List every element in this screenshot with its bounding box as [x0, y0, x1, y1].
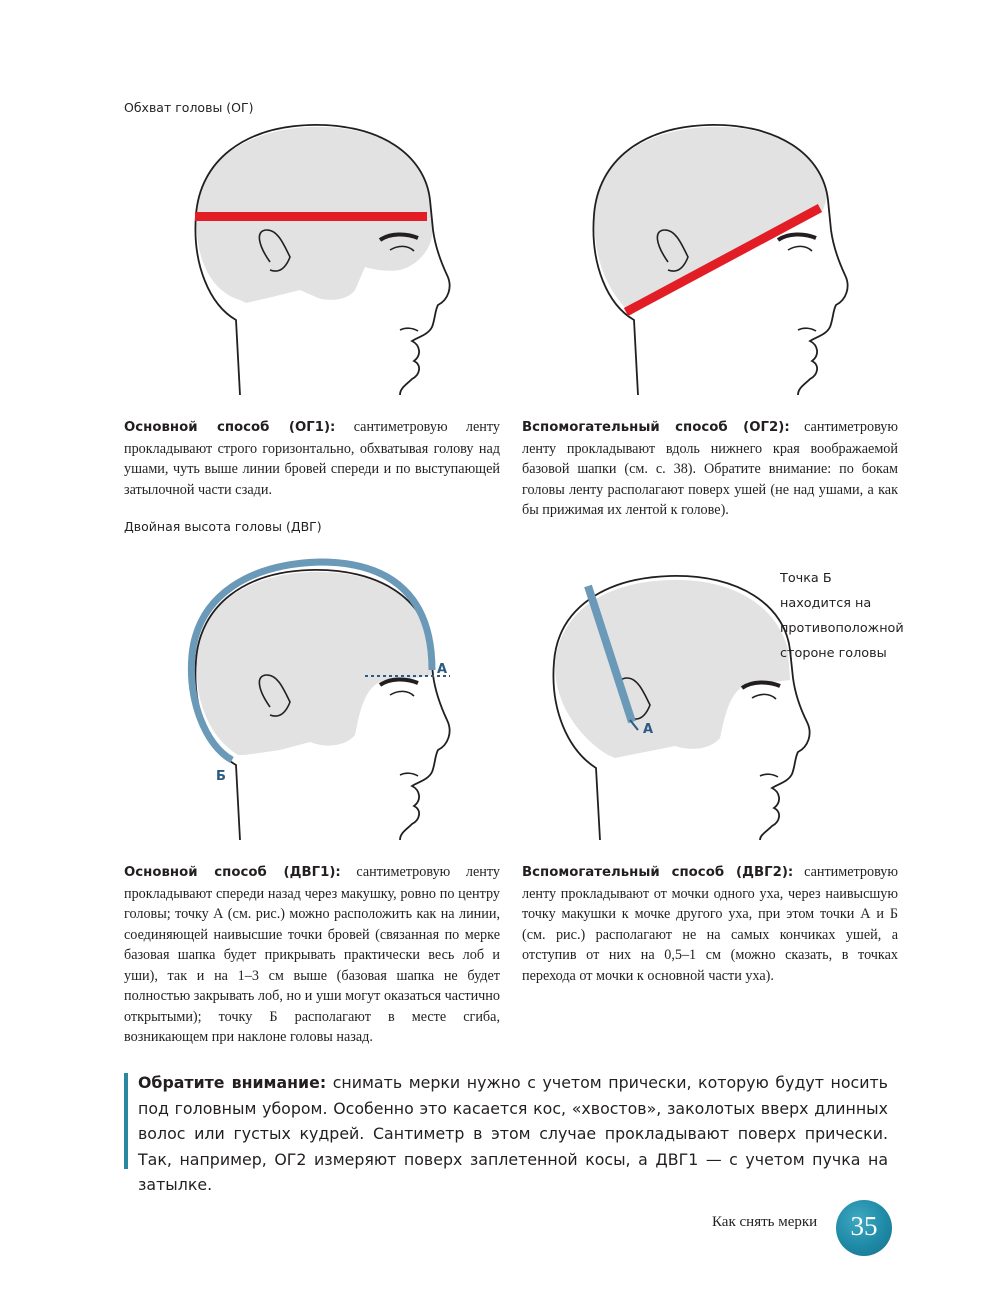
paragraph-dvg2-body: сантиметровую ленту прокладывают от мочки одного уха, через наивысшую точку макушки к мочке другого уха, при этом точки А и Б (см. рис.) располагают не на самых кончиках ушей, а отступив от них на 0,5–1 см (можно сказать, в точках перехода от мочки к основной части уха). — [522, 864, 898, 984]
figure-og2 — [548, 105, 878, 405]
callout-line: находится на — [780, 596, 872, 611]
paragraph-og1-lead: Основной способ (ОГ1): — [124, 420, 336, 435]
note-accent-bar — [124, 1073, 128, 1169]
paragraph-dvg2-lead: Вспомогательный способ (ДВГ2): — [522, 865, 794, 880]
tape-og1 — [195, 212, 427, 221]
head-profile-dvg1 — [195, 570, 449, 840]
page-number: 35 — [850, 1211, 878, 1241]
paragraph-og2 — [522, 417, 898, 521]
callout-line: противоположной — [780, 621, 904, 636]
head-profile-og1 — [195, 125, 449, 395]
paragraph-dvg1 — [124, 862, 500, 1048]
section-title-og: Обхват головы (ОГ) — [124, 100, 254, 115]
paragraph-og2-body: сантиметровую ленту прокладывают вдоль нижнего края воображаемой базовой шапки (см. с. 38). Обратите внимание: по бокам головы ленту располагают поверх ушей (не над ушами, а как бы прижимая их лентой к голове). — [522, 419, 898, 518]
footer-section-title: Как снять мерки — [712, 1214, 818, 1230]
section-title-dvg: Двойная высота головы (ДВГ) — [124, 519, 322, 534]
label-point-b-dvg1: Б — [216, 769, 226, 784]
note-body: снимать мерки нужно с учетом прически, которую будут носить под головным убором. Особенно это касается кос, «хвостов», заколотых вверх длинных волос или густых кудрей. Сантиметр в этом случае прокладывают поверх прически. Так, например, ОГ2 измеряют поверх заплетенной косы, а ДВГ1 — с учетом пучка на затылке. — [138, 1073, 888, 1194]
paragraph-dvg2 — [522, 862, 898, 986]
paragraph-og1-body: сантиметровую ленту прокладывают строго горизонтально, обхватывая голову над ушами, чуть выше линии бровей спереди и по выступающей затылочной части сзади. — [124, 419, 500, 498]
note-lead: Обратите внимание: — [138, 1073, 327, 1092]
callout-line: Точка Б — [780, 571, 832, 586]
figure-og1 — [150, 105, 480, 405]
label-point-a-dvg1: А — [437, 662, 448, 677]
paragraph-og2-lead: Вспомогательный способ (ОГ2): — [522, 420, 790, 435]
note-box — [138, 1070, 888, 1198]
paragraph-dvg1-body: сантиметровую ленту прокладывают спереди назад через макушку, ровно по центру головы; точку А (см. рис.) можно расположить как на линии, соединяющей наивысшие точки бровей (связанная по мерке базовая шапка будет прикрывать практически весь лоб и уши), так и на 1–3 см выше (базовая шапка не будет полностью закрывать лоб, но и уши могут оказаться частично открытыми); точку Б располагают в месте сгиба, возникающем при наклоне головы назад. — [124, 864, 500, 1045]
callout-line: стороне головы — [780, 646, 887, 661]
figure-dvg1 — [150, 550, 480, 850]
callout-point-b — [780, 566, 904, 666]
label-point-a-dvg2: А — [643, 722, 654, 737]
head-profile-dvg2 — [553, 576, 809, 840]
paragraph-og1 — [124, 417, 500, 500]
paragraph-dvg1-lead: Основной способ (ДВГ1): — [124, 865, 341, 880]
figure-dvg2 — [520, 570, 820, 860]
